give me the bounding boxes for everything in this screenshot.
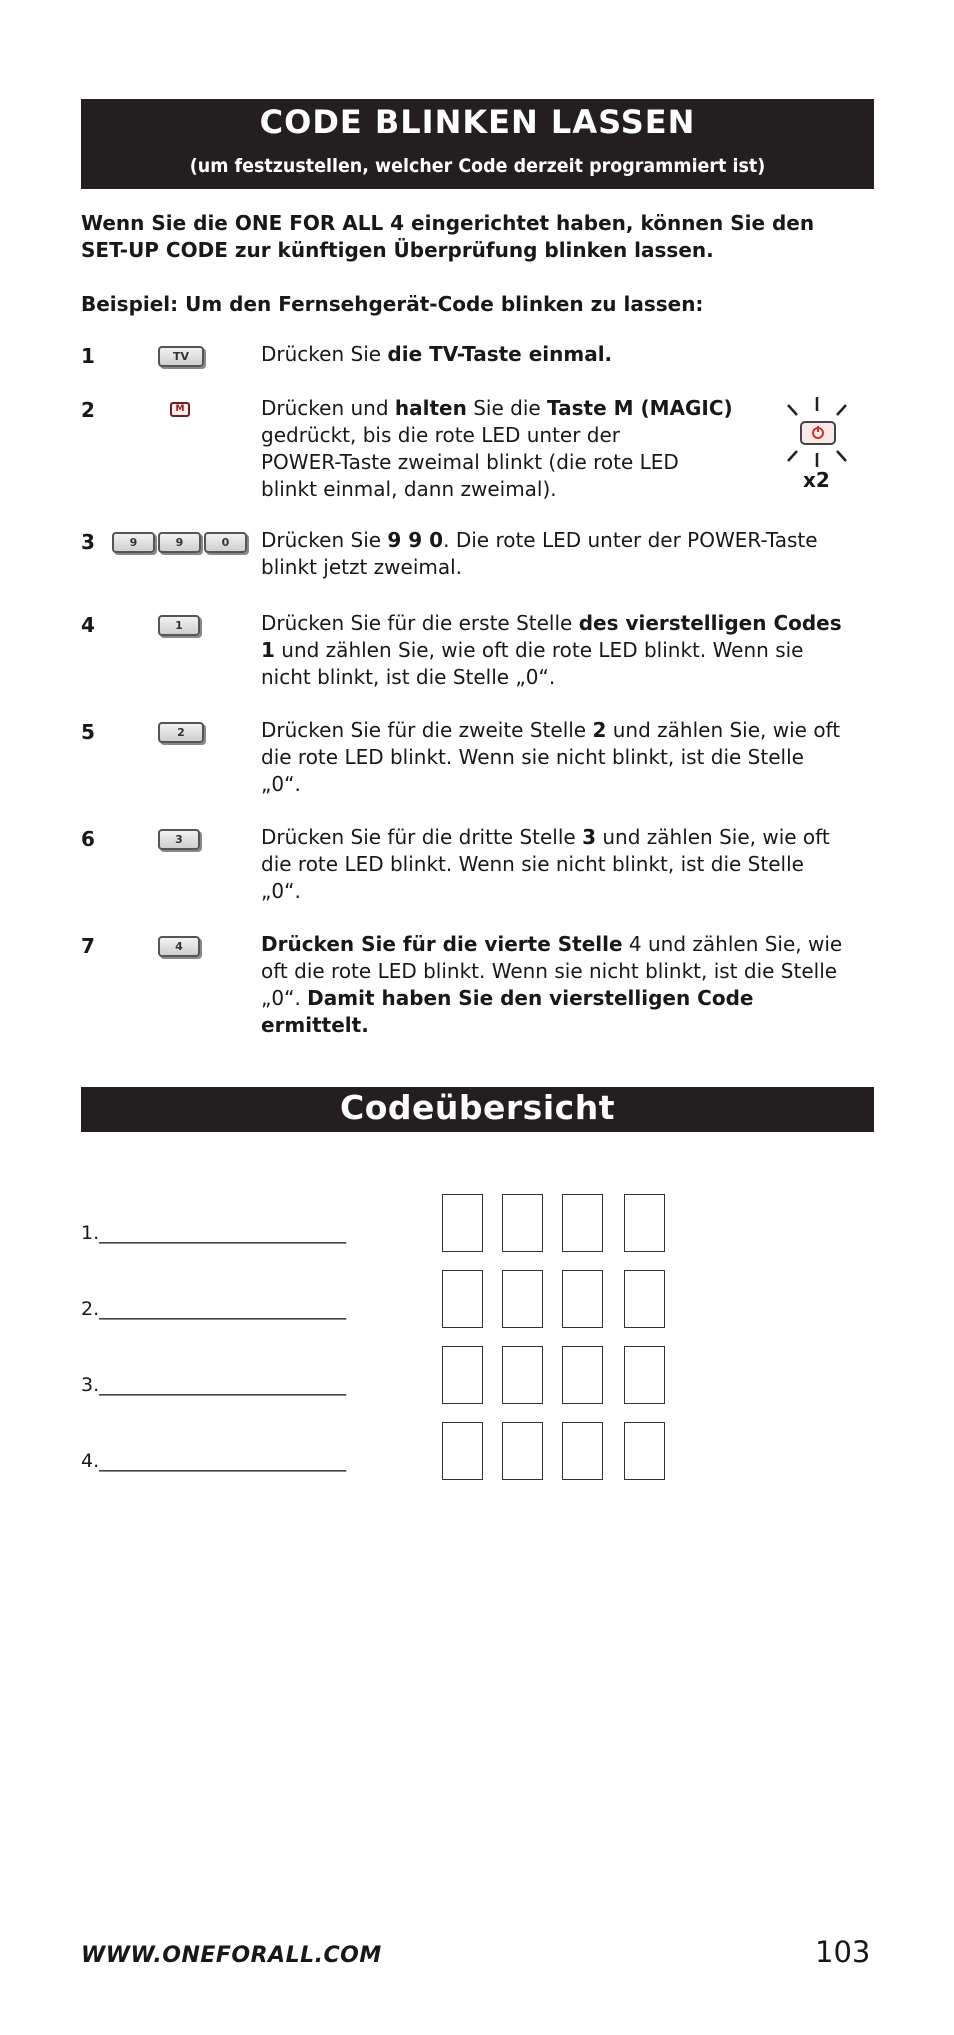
instruction-line xyxy=(261,637,874,664)
text: Drücken Sie xyxy=(261,342,388,366)
instruction-line xyxy=(261,851,874,878)
step-number: 2 xyxy=(81,398,95,422)
header-banner xyxy=(81,99,874,189)
code-digit-box xyxy=(442,1194,483,1252)
code-digit-box xyxy=(562,1194,603,1252)
remote-key-tv-icon: TV xyxy=(158,346,204,367)
text: die rote LED blinkt. Wenn sie nicht blinkt, ist die Stelle xyxy=(261,852,804,876)
text: Drücken Sie für die erste Stelle xyxy=(261,611,579,635)
instruction-line xyxy=(261,878,874,905)
page-title: CODE BLINKEN LASSEN xyxy=(259,103,696,141)
remote-key-0-icon: 0 xyxy=(204,532,247,553)
code-digit-box xyxy=(624,1194,665,1252)
instruction-line xyxy=(261,1012,874,1039)
step-number: 6 xyxy=(81,827,95,851)
text: „0“. xyxy=(261,772,301,796)
code-digit-box xyxy=(442,1346,483,1404)
step-number: 5 xyxy=(81,720,95,744)
text: und zählen Sie, wie oft xyxy=(596,825,830,849)
step-number: 3 xyxy=(81,530,95,554)
bold-text: ermittelt. xyxy=(261,1013,369,1037)
code-digit-box xyxy=(502,1346,543,1404)
code-digit-box xyxy=(624,1346,665,1404)
text: „0“. xyxy=(261,986,308,1010)
code-digit-box xyxy=(562,1346,603,1404)
code-entry-label: 2.__________________________ xyxy=(81,1298,347,1320)
instruction-line xyxy=(261,422,771,449)
text: oft die rote LED blinkt. Wenn sie nicht blinkt, ist die Stelle xyxy=(261,959,838,983)
instruction-line xyxy=(261,527,874,554)
bold-text: Taste M (MAGIC) xyxy=(547,396,733,420)
bold-text: 3 xyxy=(582,825,596,849)
code-digit-box xyxy=(562,1422,603,1480)
bold-text: halten xyxy=(394,396,467,420)
overview-title: Codeübersicht xyxy=(340,1088,615,1127)
bold-text: des vierstelligen Codes xyxy=(578,611,842,635)
remote-key-9-icon: 9 xyxy=(112,532,155,553)
remote-key-2-icon: 2 xyxy=(158,722,204,743)
text: „0“. xyxy=(261,879,301,903)
remote-key-1-icon: 1 xyxy=(158,615,200,636)
instruction-line xyxy=(261,476,771,503)
text: Drücken Sie für die zweite Stelle xyxy=(261,718,593,742)
bold-text: 2 xyxy=(592,718,607,742)
instruction-line xyxy=(261,985,874,1012)
code-entry-label: 3.__________________________ xyxy=(81,1374,347,1396)
code-entry-label: 1.__________________________ xyxy=(81,1222,347,1244)
step-instruction xyxy=(261,824,874,905)
step-instruction xyxy=(261,527,874,581)
text: Drücken Sie xyxy=(261,528,388,552)
blink-count-label: x2 xyxy=(803,468,830,492)
instruction-line xyxy=(261,958,874,985)
page-subtitle: (um festzustellen, welcher Code derzeit programmiert ist) xyxy=(189,155,766,177)
instruction-line xyxy=(261,449,771,476)
instruction-line xyxy=(261,664,874,691)
instruction-line xyxy=(261,395,771,422)
step-number: 4 xyxy=(81,613,95,637)
bold-text: 1 xyxy=(261,638,275,662)
text: blinkt einmal, dann zweimal). xyxy=(261,477,557,501)
example-heading: Beispiel: Um den Fernsehgerät-Code blinken zu lassen: xyxy=(81,292,704,316)
step-instruction xyxy=(261,931,874,1039)
text: gedrückt, bis die rote LED unter der xyxy=(261,423,621,447)
instruction-line xyxy=(261,717,874,744)
text: 4 und zählen Sie, wie xyxy=(622,932,843,956)
code-digit-box xyxy=(624,1270,665,1328)
intro-line: Wenn Sie die ONE FOR ALL 4 eingerichtet haben, können Sie den xyxy=(81,211,815,235)
footer-url: WWW.ONEFORALL.COM xyxy=(81,1943,382,1968)
step-instruction xyxy=(261,610,874,691)
remote-key-9-icon: 9 xyxy=(158,532,201,553)
step-number: 1 xyxy=(81,344,95,368)
text: und zählen Sie, wie oft xyxy=(606,718,841,742)
code-digit-box xyxy=(502,1422,543,1480)
remote-key-3-icon: 3 xyxy=(158,829,200,850)
text: Sie die xyxy=(466,396,548,420)
bold-text: die TV-Taste einmal. xyxy=(387,342,613,366)
bold-text: 9 9 0 xyxy=(387,528,444,552)
text: . Die rote LED unter der POWER-Taste xyxy=(443,528,818,552)
step-instruction xyxy=(261,717,874,798)
instruction-line xyxy=(261,771,874,798)
text: POWER-Taste zweimal blinkt (die rote LED xyxy=(261,450,679,474)
instruction-line xyxy=(261,744,874,771)
bold-text: Drücken Sie für die vierte Stelle xyxy=(261,932,623,956)
code-digit-box xyxy=(442,1422,483,1480)
code-digit-box xyxy=(562,1270,603,1328)
text: nicht blinkt, ist die Stelle „0“. xyxy=(261,665,556,689)
step-instruction xyxy=(261,395,771,503)
instruction-line xyxy=(261,341,874,368)
text: und zählen Sie, wie oft die rote LED blinkt. Wenn sie xyxy=(274,638,804,662)
remote-key-m-icon: M xyxy=(170,402,190,417)
text: blinkt jetzt zweimal. xyxy=(261,555,463,579)
remote-key-4-icon: 4 xyxy=(158,936,200,957)
code-digit-box xyxy=(502,1194,543,1252)
code-entry-label: 4.__________________________ xyxy=(81,1450,347,1472)
code-digit-box xyxy=(502,1270,543,1328)
page-number: 103 xyxy=(815,1935,871,1969)
instruction-line xyxy=(261,554,874,581)
overview-banner xyxy=(81,1087,874,1132)
code-digit-box xyxy=(442,1270,483,1328)
text: Drücken Sie für die dritte Stelle xyxy=(261,825,583,849)
text: Drücken und xyxy=(261,396,395,420)
step-number: 7 xyxy=(81,934,95,958)
step-instruction xyxy=(261,341,874,368)
code-digit-box xyxy=(624,1422,665,1480)
instruction-line xyxy=(261,610,874,637)
text: die rote LED blinkt. Wenn sie nicht blinkt, ist die Stelle xyxy=(261,745,804,769)
intro-line: SET-UP CODE zur künftigen Überprüfung blinken lassen. xyxy=(81,238,714,262)
bold-text: Damit haben Sie den vierstelligen Code xyxy=(307,986,754,1010)
instruction-line xyxy=(261,824,874,851)
instruction-line xyxy=(261,931,874,958)
intro-text xyxy=(81,210,874,264)
